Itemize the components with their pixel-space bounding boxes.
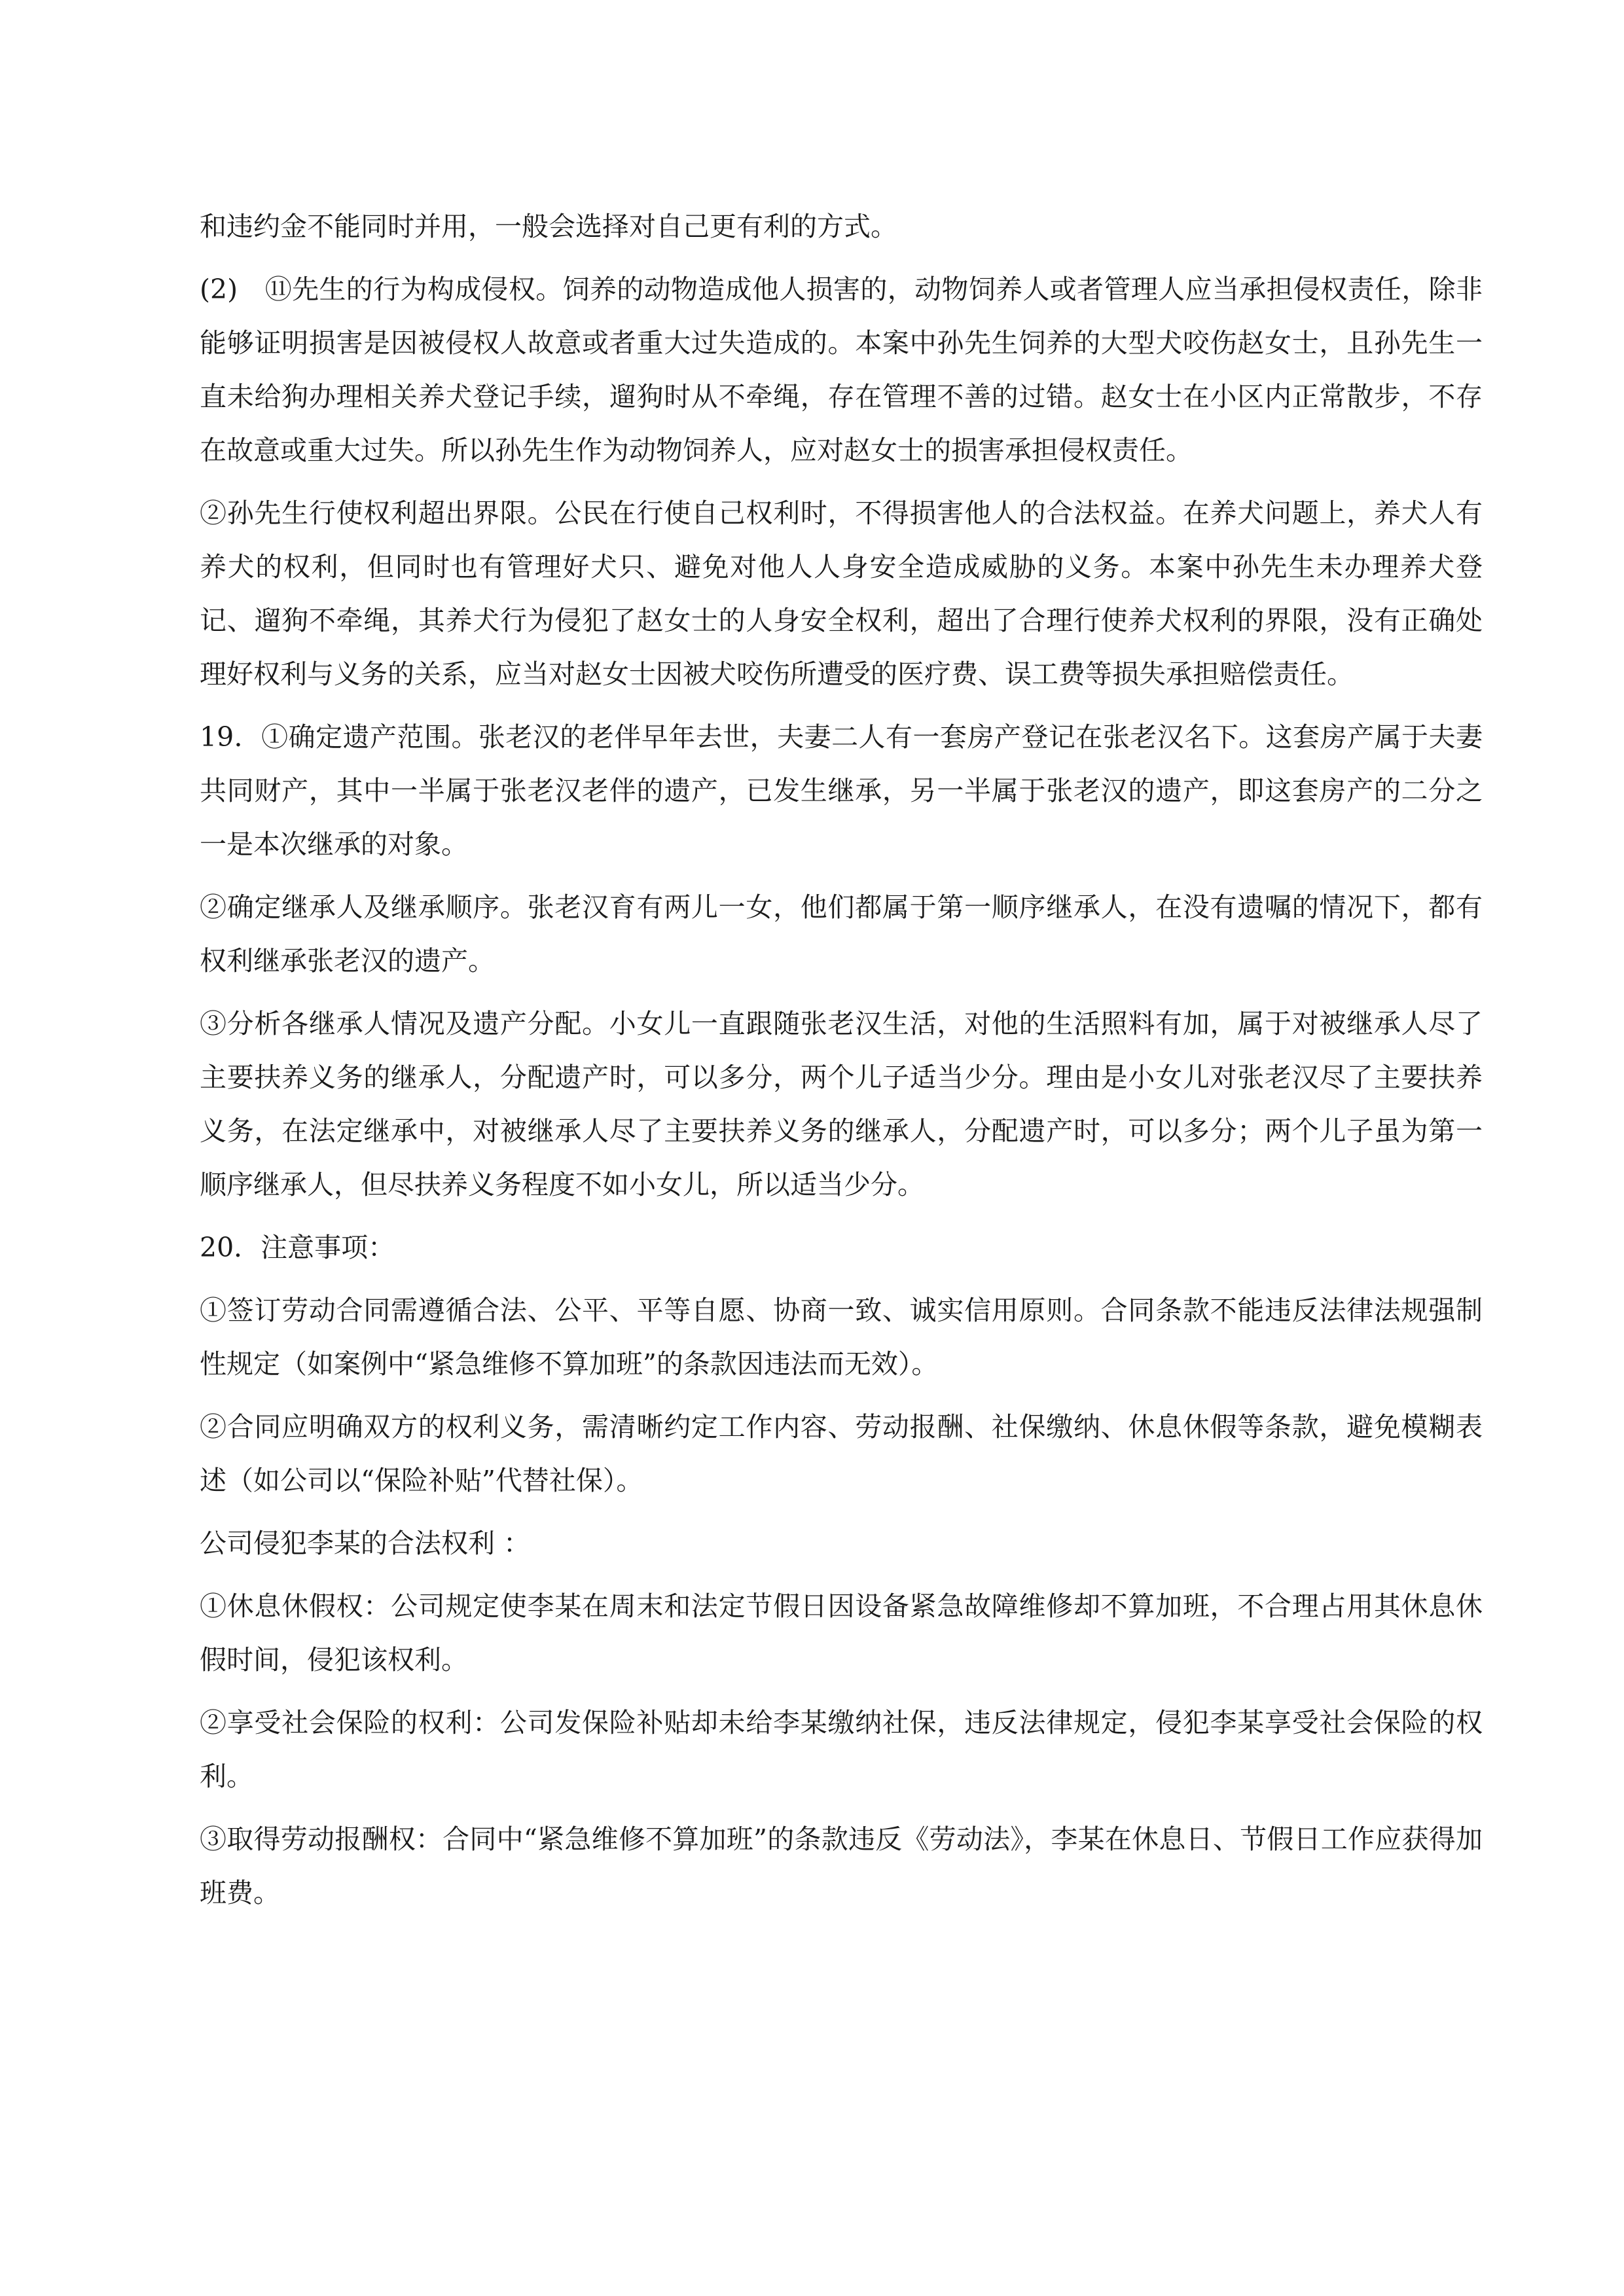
paragraph-q19-heirs-order: ②确定继承人及继承顺序。张老汉育有两儿一女，他们都属于第一顺序继承人，在没有遗嘱的情况下，都有权利继承张老汉的遗产。 [200, 891, 1483, 977]
paragraph-q20-right-insurance: ②享受社会保险的权利：公司发保险补贴却未给李某缴纳社保，违反法律规定，侵犯李某享受社会保险的权利。 [200, 1707, 1483, 1792]
paragraph-q18-2-rights-limits: ②孙先生行使权利超出界限。公民在行使自己权利时，不得损害他人的合法权益。在养犬问题上，养犬人有养犬的权利，但同时也有管理好犬只、避免对他人人身安全造成威胁的义务。本案中孙先生未办理养犬登记、遛狗不牵绳，其养犬行为侵犯了赵女士的人身安全权利，超出了合理行使养犬权利的界限，没有正确处理好权利与义务的关系，应当对赵女士因被犬咬伤所遭受的医疗费、误工费等损失承担赔偿责任。 [200, 497, 1483, 690]
paragraph-q20-right-rest: ①休息休假权：公司规定使李某在周末和法定节假日因设备紧急故障维修却不算加班，不合理占用其休息休假时间，侵犯该权利。 [200, 1590, 1483, 1676]
paragraph-q20-rights-heading: 公司侵犯李某的合法权利 ： [200, 1528, 531, 1559]
paragraph-q19-distribution: ③分析各继承人情况及遗产分配。小女儿一直跟随张老汉生活，对他的生活照料有加，属于对被继承人尽了主要扶养义务的继承人，分配遗产时，可以多分，两个儿子适当少分。理由是小女儿对张老汉尽了主要扶养义务，在法定继承中，对被继承人尽了主要扶养义务的继承人，分配遗产时，可以多分；两个儿子虽为第一顺序继承人，但尽扶养义务程度不如小女儿，所以适当少分。 [200, 1008, 1483, 1200]
paragraph-liquidated-damages-end: 和违约金不能同时并用，一般会选择对自己更有利的方式。 [200, 211, 897, 242]
document-body [200, 200, 1483, 1929]
paragraph-q19-estate-scope: 19．①确定遗产范围。张老汉的老伴早年去世，夫妻二人有一套房产登记在张老汉名下。这套房产属于夫妻共同财产，其中一半属于张老汉老伴的遗产，已发生继承，另一半属于张老汉的遗产，即这套房产的二分之一是本次继承的对象。 [200, 721, 1483, 860]
paragraph-q18-2-infringement: (2) ⑪先生的行为构成侵权。饲养的动物造成他人损害的，动物饲养人或者管理人应当承担侵权责任，除非能够证明损害是因被侵权人故意或者重大过失造成的。本案中孙先生饲养的大型犬咬伤赵女士，且孙先生一直未给狗办理相关养犬登记手续，遛狗时从不牵绳，存在管理不善的过错。赵女士在小区内正常散步，不存在故意或重大过失。所以孙先生作为动物饲养人，应对赵女士的损害承担侵权责任。 [200, 274, 1483, 466]
paragraph-q20-note-1: ①签订劳动合同需遵循合法、公平、平等自愿、协商一致、诚实信用原则。合同条款不能违反法律法规强制性规定（如案例中“紧急维修不算加班”的条款因违法而无效）。 [200, 1295, 1483, 1380]
paragraph-q20-note-2: ②合同应明确双方的权利义务，需清晰约定工作内容、劳动报酬、社保缴纳、休息休假等条款，避免模糊表述（如公司以“保险补贴”代替社保）。 [200, 1411, 1483, 1496]
paragraph-q20-heading: 20．注意事项： [200, 1232, 395, 1263]
paragraph-q20-right-pay: ③取得劳动报酬权：合同中“紧急维修不算加班”的条款违反《劳动法》，李某在休息日、节假日工作应获得加班费。 [200, 1823, 1483, 1909]
